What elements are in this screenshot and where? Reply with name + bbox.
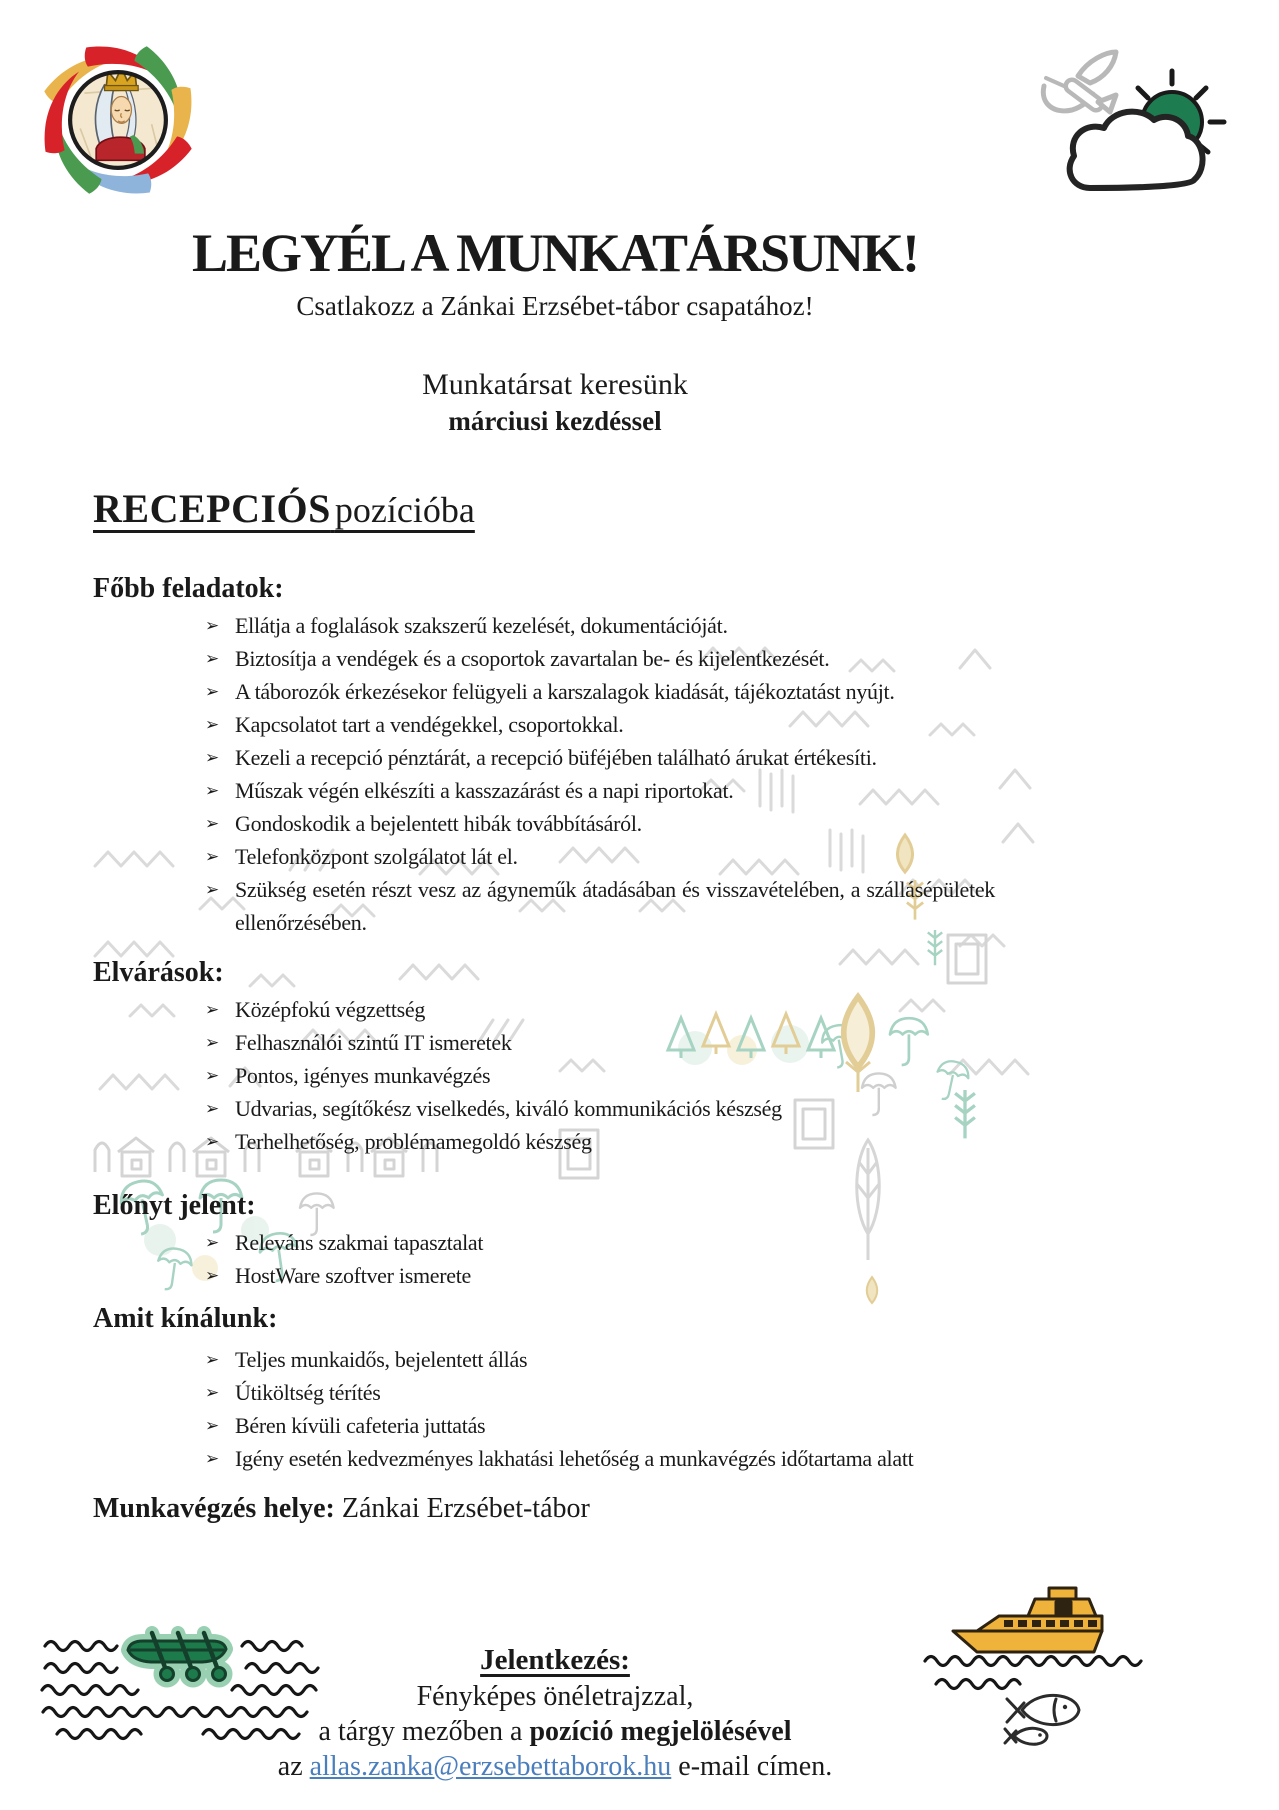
application-line-3-suffix: e-mail címen. [671, 1751, 833, 1782]
workplace-line [93, 1491, 1017, 1527]
arrow-bullet-icon: ➢ [205, 616, 219, 636]
arrow-bullet-icon: ➢ [205, 880, 219, 900]
section-heading: Előnyt jelent: [93, 1190, 256, 1221]
arrow-bullet-icon: ➢ [205, 1099, 219, 1119]
arrow-bullet-icon: ➢ [205, 1132, 219, 1152]
bullet-list [93, 1343, 1017, 1475]
list-item [205, 873, 995, 939]
workplace-label: Munkavégzés helye: [93, 1493, 335, 1524]
arrow-bullet-icon: ➢ [205, 1033, 219, 1053]
list-item [205, 1442, 995, 1475]
bullet-text: A táborozók érkezésekor felügyeli a karszalagok kiadását, tájékoztatást nyújt. [235, 679, 895, 704]
top-right-icons [1020, 40, 1235, 205]
application-line-1: Fényképes önéletrajzzal, [416, 1681, 694, 1712]
bullet-text: Udvarias, segítőkész viselkedés, kiváló kommunikációs készség [235, 1096, 782, 1121]
arrow-bullet-icon: ➢ [205, 1066, 219, 1086]
bullet-text: Útiköltség térítés [235, 1380, 381, 1405]
application-line-2 [93, 1714, 1017, 1749]
list-item [205, 1026, 995, 1059]
bullet-text: Gondoskodik a bejelentett hibák továbbításáról. [235, 811, 642, 836]
arrow-bullet-icon: ➢ [205, 847, 219, 867]
workplace-value: Zánkai Erzsébet-tábor [341, 1493, 590, 1524]
bullet-text: Ellátja a foglalások szakszerű kezelését, dokumentációját. [235, 613, 728, 638]
sun-behind-cloud-icon [1070, 71, 1224, 188]
bullet-text: Pontos, igényes munkavégzés [235, 1063, 491, 1088]
application-line-2-bold: pozíció megjelölésével [529, 1716, 792, 1747]
list-item [205, 708, 995, 741]
bullet-text: Kezeli a recepció pénztárát, a recepció büféjében található árukat értékesíti. [235, 745, 877, 770]
section-elonyt-jelent [93, 1188, 1017, 1292]
page-title: LEGYÉL A MUNKATÁRSUNK! [191, 223, 919, 283]
list-item [205, 1376, 995, 1409]
bullet-text: Kapcsolatot tart a vendégekkel, csoportokkal. [235, 712, 624, 737]
arrow-bullet-icon: ➢ [205, 682, 219, 702]
bullet-text: Béren kívüli cafeteria juttatás [235, 1413, 486, 1438]
bullet-text: Biztosítja a vendégek és a csoportok zavartalan be- és kijelentkezését. [235, 646, 830, 671]
bullet-text: Középfokú végzettség [235, 997, 426, 1022]
intro-line-1: Munkatársat keresünk [422, 368, 688, 401]
bullet-list [93, 1226, 1017, 1292]
bullet-text: HostWare szoftver ismerete [235, 1263, 471, 1288]
bullet-list [93, 993, 1017, 1158]
bullet-text: Igény esetén kedvezményes lakhatási lehetőség a munkavégzés időtartama alatt [235, 1446, 914, 1471]
list-item [205, 741, 995, 774]
list-item [205, 1226, 995, 1259]
bullet-text: Műszak végén elkészíti a kasszazárást és a napi riportokat. [235, 778, 734, 803]
position-heading [93, 486, 1017, 541]
application-line-3 [93, 1749, 1017, 1784]
arrow-bullet-icon: ➢ [205, 1383, 219, 1403]
section-fobb-feladatok [93, 571, 1017, 939]
list-item [205, 675, 995, 708]
section-heading: Főbb feladatok: [93, 573, 284, 604]
bullet-text: Telefonközpont szolgálatot lát el. [235, 844, 518, 869]
bullet-text: Felhasználói szintű IT ismeretek [235, 1030, 512, 1055]
section-heading: Amit kínálunk: [93, 1303, 278, 1334]
application-heading: Jelentkezés: [480, 1644, 630, 1676]
arrow-bullet-icon: ➢ [205, 1416, 219, 1436]
list-item [205, 774, 995, 807]
bird-icon [1043, 52, 1116, 112]
bullet-list [93, 609, 1017, 939]
arrow-bullet-icon: ➢ [205, 814, 219, 834]
arrow-bullet-icon: ➢ [205, 1449, 219, 1469]
arrow-bullet-icon: ➢ [205, 649, 219, 669]
list-item [205, 1125, 995, 1158]
arrow-bullet-icon: ➢ [205, 1233, 219, 1253]
list-item [205, 993, 995, 1026]
list-item [205, 1059, 995, 1092]
bullet-text: Teljes munkaidős, bejelentett állás [235, 1347, 528, 1372]
arrow-bullet-icon: ➢ [205, 715, 219, 735]
bullet-text: Terhelhetőség, problémamegoldó készség [235, 1129, 592, 1154]
application-line-3-prefix: az [277, 1751, 310, 1782]
arrow-bullet-icon: ➢ [205, 748, 219, 768]
list-item [205, 1343, 995, 1376]
list-item [205, 642, 995, 675]
email-link[interactable]: allas.zanka@erzsebettaborok.hu [309, 1751, 672, 1782]
application-block [93, 1641, 1017, 1784]
list-item [205, 840, 995, 873]
page-subtitle: Csatlakozz a Zánkai Erzsébet-tábor csapatához! [296, 291, 814, 321]
application-line-2-prefix: a tárgy mezőben a [318, 1716, 530, 1747]
list-item [205, 609, 995, 642]
list-item [205, 807, 995, 840]
section-heading: Elvárások: [93, 957, 224, 988]
arrow-bullet-icon: ➢ [205, 1350, 219, 1370]
bullet-text: Szükség esetén részt vesz az ágyneműk átadásában és visszavételében, a szállásépületek ellenőrzésében. [235, 877, 995, 935]
list-item [205, 1409, 995, 1442]
arrow-bullet-icon: ➢ [205, 1266, 219, 1286]
arrow-bullet-icon: ➢ [205, 781, 219, 801]
intro-line-2: márciusi kezdéssel [448, 406, 662, 436]
position-suffix: pozícióba [334, 490, 475, 530]
arrow-bullet-icon: ➢ [205, 1000, 219, 1020]
section-amit-kinalunk [93, 1301, 1017, 1475]
section-elvarasok [93, 955, 1017, 1158]
list-item [205, 1092, 995, 1125]
bullet-text: Releváns szakmai tapasztalat [235, 1230, 484, 1255]
list-item [205, 1259, 995, 1292]
position-title: RECEPCIÓS [93, 486, 331, 531]
